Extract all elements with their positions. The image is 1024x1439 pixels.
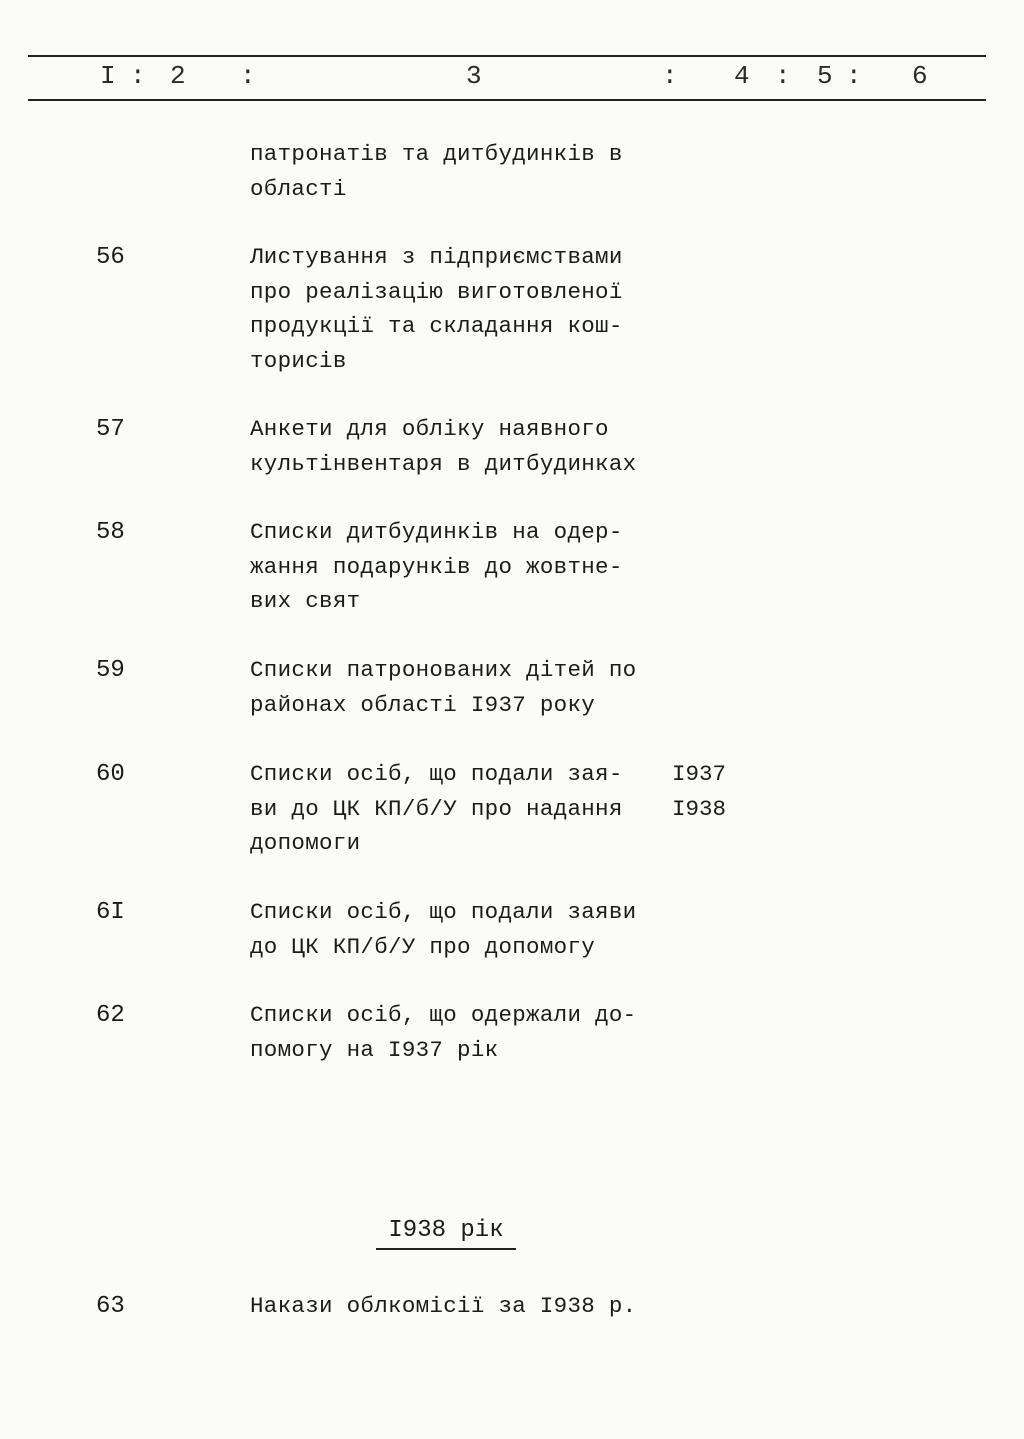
header-top-rule (28, 55, 986, 57)
entry-line: жання подарунків до жовтне- (250, 553, 623, 580)
header-separator: : (846, 61, 862, 91)
entry-number: 59 (96, 657, 125, 684)
header-col-6: 6 (912, 61, 928, 91)
header-col-1: I (100, 61, 116, 91)
entry-line: допомоги (250, 830, 361, 856)
entry-title (250, 137, 670, 206)
entry-number: 58 (96, 519, 125, 546)
entry-years (672, 757, 726, 826)
entry-line: культінвентаря в дитбудинках (250, 450, 637, 477)
entry-line: патронатів та дитбудинків в (250, 141, 623, 167)
entry-title (250, 240, 670, 378)
entry-line: ви до ЦК КП/б/У про надання (250, 795, 623, 822)
entry-year-start: І937 (672, 761, 727, 787)
entry-line: Накази облкомісії за І938 р. (250, 1293, 637, 1319)
header-col-5: 5 (817, 61, 833, 91)
header-separator: : (130, 61, 146, 91)
entry-line: Списки осіб, що подали заяви (250, 899, 637, 925)
entry-title (250, 1289, 670, 1324)
header-col-3: 3 (466, 61, 482, 91)
entry-line: Списки патронованих дітей по (250, 657, 637, 683)
entry-title (250, 412, 670, 481)
header-separator: : (775, 61, 791, 91)
section-heading-1938: І938 рік (376, 1214, 516, 1250)
entry-line: помогу на І937 рік (250, 1036, 499, 1063)
entry-title (250, 653, 670, 722)
entry-title (250, 515, 670, 619)
entry-line: Списки осіб, що одержали до- (250, 1002, 637, 1028)
entry-number: 56 (96, 244, 125, 271)
entry-year-end: І938 (672, 795, 727, 822)
entry-line: торисів (250, 347, 347, 374)
entry-number: 57 (96, 416, 125, 443)
entry-line: Анкети для обліку наявного (250, 416, 609, 442)
entry-line: продукції та складання кош- (250, 313, 623, 339)
entry-title (250, 895, 670, 964)
header-separator: : (240, 61, 256, 91)
entry-number: 62 (96, 1002, 125, 1029)
header-bottom-rule (28, 99, 986, 101)
entry-line: Листування з підприємствами (250, 244, 623, 270)
entry-line: районах області І937 року (250, 691, 596, 718)
entry-number: 6І (96, 899, 125, 926)
entry-line: Списки дитбудинків на одер- (250, 519, 623, 545)
entry-number: 63 (96, 1293, 125, 1320)
entry-line: Списки осіб, що подали зая- (250, 761, 623, 787)
header-separator: : (662, 61, 678, 91)
entry-line: вих свят (250, 588, 361, 614)
entry-line: про реалізацію виготовленої (250, 278, 623, 305)
entry-line: області (250, 175, 347, 202)
header-col-4: 4 (734, 61, 750, 91)
entry-number: 60 (96, 761, 125, 788)
entry-title (250, 998, 670, 1067)
entry-title (250, 757, 670, 861)
entry-line: до ЦК КП/б/У про допомогу (250, 933, 596, 960)
header-col-2: 2 (170, 61, 186, 91)
